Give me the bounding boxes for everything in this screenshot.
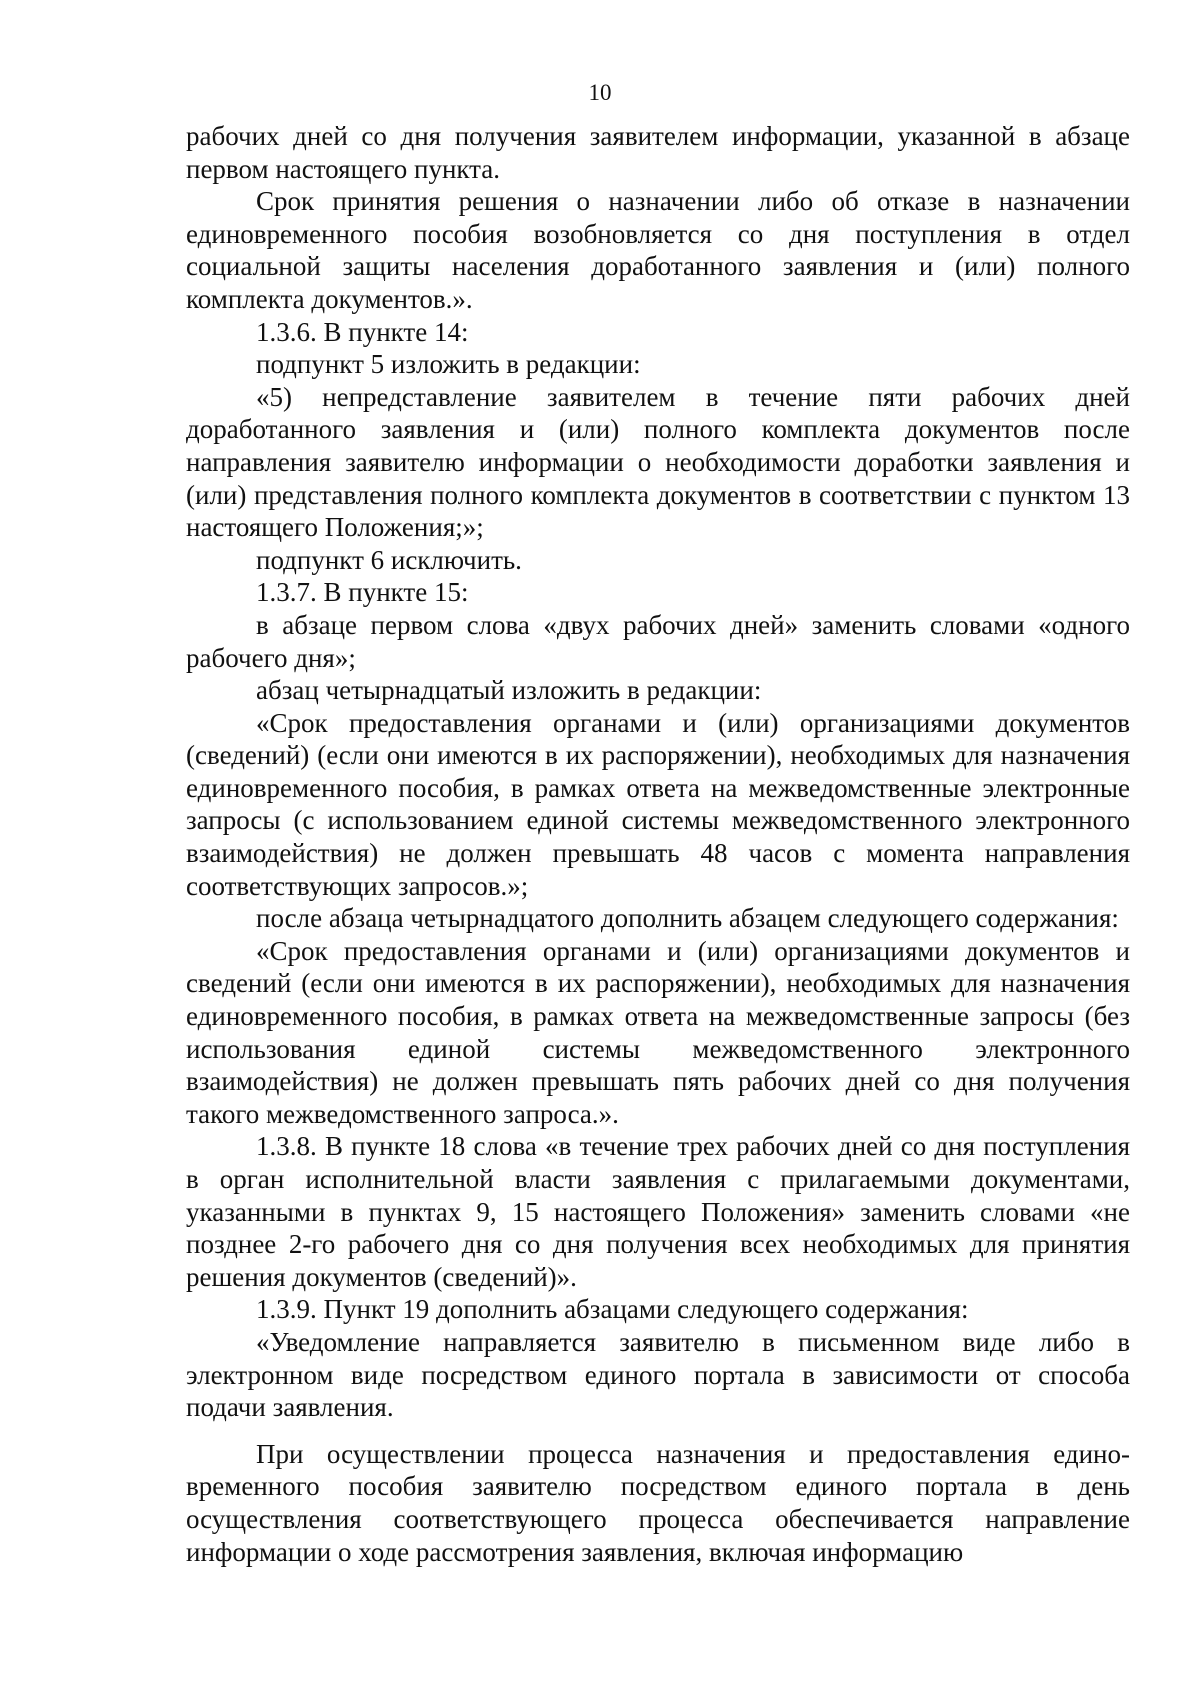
paragraph-subpoint-5-text: «5) непредставление заявителем в течение пяти рабочих дней доработанного заявления и (или) полного комплекта документов после направления заявителю информации о необходимости доработки заявления и (или) представления полного комплекта документов в соответствии с пунктом 13 настоящего Положения;»; [186,381,1130,543]
paragraph-new-term: «Срок предоставления органами и (или) организациями документов и сведений (если они имеются в их распоряжении), необходимых для назначения единовременного пособия, в рамках ответа на межведомственные запросы (без использования единой системы межведомственного электронного взаимодействия) не должен превышать пять рабочих дней со дня получения такого межведомственного запроса.». [186,935,1130,1129]
paragraph-subpoint-6-exclude: подпункт 6 исключить. [256,544,522,575]
paragraph-1-3-6: 1.3.6. В пункте 14: [256,316,469,347]
paragraph-1-3-7: 1.3.7. В пункте 15: [256,577,469,608]
paragraph-replace-words: в абзаце первом слова «двух рабочих дней» заменить словами «одного рабочего дня»; [186,609,1130,673]
paragraph-14-heading: абзац четырнадцатый изложить в редакции: [256,675,762,706]
paragraph-term-renewal: Срок принятия решения о назначении либо об отказе в назначении единовременного пособия возобновляется со дня поступления в отдел социальной защиты населения доработанного заявления и (или) полного комплекта документов.». [186,186,1130,314]
paragraph-continuation: рабочих дней со дня получения заявителем информации, указанной в абзаце первом настоящего пункта. [186,121,1130,184]
paragraph-portal-process: При осуществлении процесса назначения и предоставления единовременного пособия заявителю посредством единого портала в день осуществления соответствующего процесса обеспечивается направление информации о ходе рассмотрения заявления, включая информацию [186,1438,1130,1567]
paragraph-1-3-8: 1.3.8. В пункте 18 слова «в течение трех рабочих дней со дня поступления в орган исполнительной власти заявления с прилагаемыми документами, указанными в пунктах 9, 15 настоящего Положения» заменить словами «не позднее 2-го рабочего дня со дня получения всех необходимых для принятия решения документов (сведений)». [186,1131,1130,1292]
paragraph-add-after-14: после абзаца четырнадцатого дополнить абзацем следующего содержания: [256,903,1119,934]
paragraph-14-text: «Срок предоставления органами и (или) организациями документов (сведений) (если они имеются в их распоряжении), необходимых для назначения единовременного пособия, в рамках ответа на межведомственные электронные запросы (с использованием единой системы межведомственного электронного взаимодействия) не должен превышать 48 часов с момента направления соответствующих запросов.»; [186,707,1130,901]
page-number: 10 [588,80,612,105]
paragraph-1-3-9: 1.3.9. Пункт 19 дополнить абзацами следующего содержания: [256,1294,969,1325]
document-body [186,120,1130,1568]
paragraph-subpoint-5-heading: подпункт 5 изложить в редакции: [256,349,641,380]
paragraph-notification: «Уведомление направляется заявителю в письменном виде либо в электронном виде посредством единого портала в зависимости от способа подачи заявления. [186,1326,1130,1423]
